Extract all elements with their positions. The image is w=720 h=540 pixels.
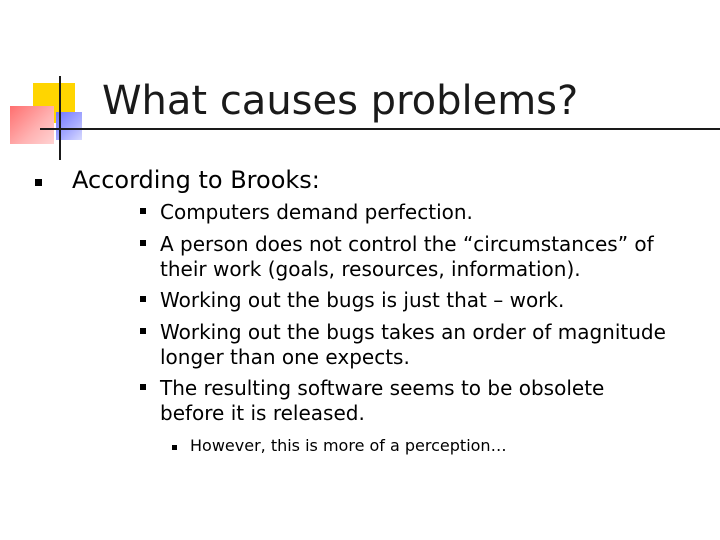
bullet-level2-text: A person does not control the “circumstances” of: [160, 232, 654, 256]
title-underline: [40, 128, 720, 130]
bullet-level2-text: Computers demand perfection.: [160, 200, 473, 224]
bullet-level2-text: Working out the bugs takes an order of magnitude: [160, 320, 666, 344]
bullet-square-icon: [140, 384, 146, 390]
bullet-square-icon: [140, 208, 146, 214]
bullet-level1-text: According to Brooks:: [72, 166, 320, 194]
bullet-level2-text-continued: before it is released.: [160, 401, 365, 425]
bullet-level2-text: The resulting software seems to be obsolete: [160, 376, 605, 400]
logo-red-square: [10, 106, 54, 144]
slide-title: What causes problems?: [102, 78, 579, 124]
bullet-level3-text: However, this is more of a perception…: [190, 436, 507, 455]
bullet-square-icon: [140, 328, 146, 334]
bullet-square-icon: [35, 179, 42, 186]
bullet-square-icon: [172, 445, 177, 450]
bullet-level2-text-continued: longer than one expects.: [160, 345, 410, 369]
bullet-level2-text-continued: their work (goals, resources, information).: [160, 257, 581, 281]
bullet-square-icon: [140, 240, 146, 246]
logo-vertical-line: [59, 76, 61, 160]
bullet-square-icon: [140, 296, 146, 302]
bullet-level2-text: Working out the bugs is just that – work.: [160, 288, 565, 312]
